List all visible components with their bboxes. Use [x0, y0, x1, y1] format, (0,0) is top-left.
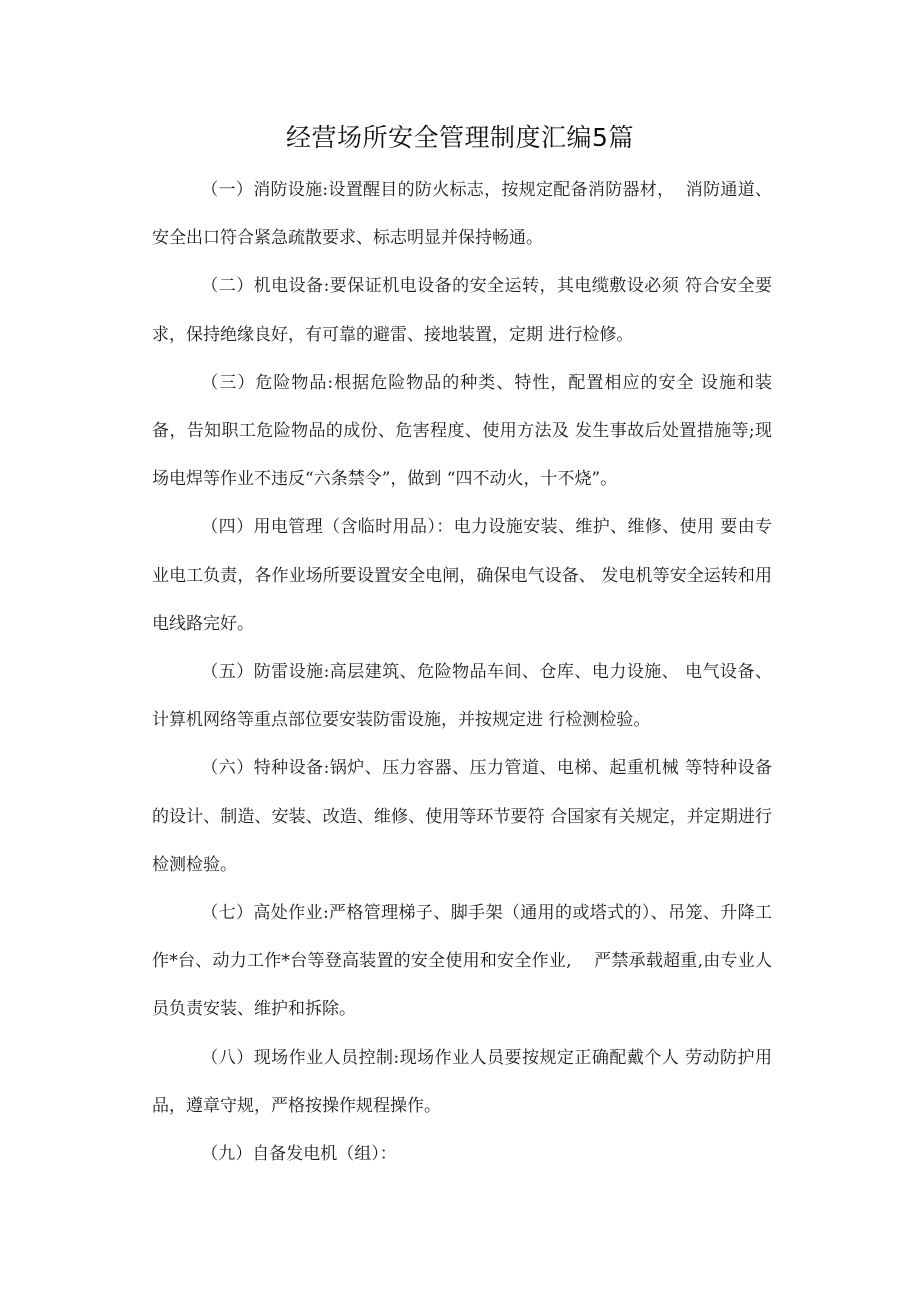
paragraph-special-equipment: （六）特种设备:锅炉、压力容器、压力管道、电梯、起重机械 等特种设备的设计、制造、安装、改造、维修、使用等环节要符 合国家有关规定，并定期进行检测检验。: [152, 758, 772, 875]
paragraph-site-personnel-control: （八）现场作业人员控制:现场作业人员要按规定正确配戴个人 劳动防护用品，遵章守规，严格按操作规程操作。: [152, 1047, 772, 1116]
paragraph-work-at-height: （七）高处作业:严格管理梯子、脚手架（通用的或塔式的）、吊笼、升降工作*台、动力工作*台等登高装置的安全使用和安全作业, 严禁承载超重,由专业人员负责安装、维护和拆除。: [152, 903, 772, 1020]
paragraph-backup-generator: （九）自备发电机（组）：: [201, 1144, 397, 1165]
document-body: [152, 166, 772, 1178]
paragraph-hazardous-materials: （三）危险物品:根据危险物品的种类、特性，配置相应的安全 设施和装备，告知职工危险物品的成份、危害程度、使用方法及 发生事故后处置措施等;现场电焊等作业不违反“六条禁令”，做到 “四不动火，十不烧”。: [152, 372, 772, 490]
document-title: 经营场所安全管理制度汇编5篇: [286, 123, 634, 152]
paragraph-electricity-management: （四）用电管理（含临时用品）：电力设施安装、维护、维修、使用 要由专业电工负责，各作业场所要设置安全电闸，确保电气设备、 发电机等安全运转和用电线路完好。: [152, 517, 772, 634]
paragraph-fire-facilities: （一）消防设施:设置醒目的防火标志，按规定配备消防器材， 消防通道、安全出口符合紧急疏散要求、标志明显并保持畅通。: [152, 180, 772, 249]
paragraph-lightning-protection: （五）防雷设施:高层建筑、危险物品车间、仓库、电力设施、 电气设备、计算机网络等重点部位要安装防雷设施，并按规定进 行检测检验。: [152, 662, 772, 731]
paragraph-electromechanical-equipment: （二）机电设备:要保证机电设备的安全运转，其电缆敷设必须 符合安全要求，保持绝缘良好，有可靠的避雷、接地装置，定期 进行检修。: [152, 276, 772, 345]
